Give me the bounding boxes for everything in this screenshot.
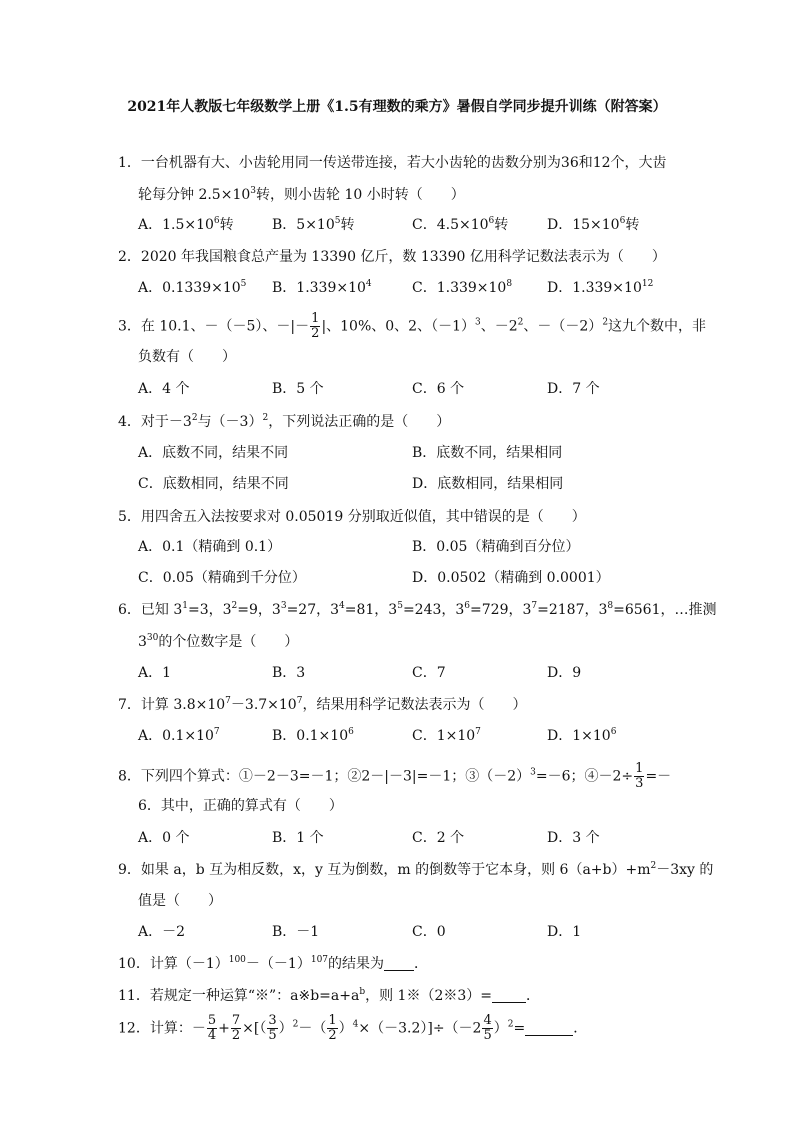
question-6-option-d: D．9: [547, 665, 582, 681]
question-7-line-1: 7．计算 $3.8\times 10^7-3.7\times 10^7$，结果用科学记数法表示为（ ）: [118, 696, 527, 713]
question-12: 12．计算：－ $\frac{5}{4}$ + $\frac{7}{2}$ ×[（ $\frac{3}{5}$ ）$^2$－（ $\frac{1}{2}$ ）$^4$×（－3.2）]÷（－2 $\frac{4}{5}$ ）$^2$= ．: [118, 1013, 588, 1043]
fraction-one-third: $\frac{1}{3}$: [635, 761, 644, 791]
question-2-option-a: A．$0.1339\times 10^5$: [138, 279, 247, 296]
question-6-option-b: B．3: [272, 665, 306, 681]
fraction-4-5: $\frac{4}{5}$: [483, 1013, 492, 1043]
question-5-option-a: A．0.1（精确到 0.1）: [138, 539, 282, 555]
question-10: 10．计算$(-1)^{100}-(-1)^{107}$的结果为 ．: [118, 955, 429, 972]
question-7-option-d: D．$1\times 10^6$: [547, 727, 617, 744]
question-8-option-b: B．1 个: [272, 830, 324, 846]
question-7-option-c: C．$1\times 10^7$: [412, 727, 481, 744]
question-2-option-b: B．$1.339\times 10^4$: [272, 279, 372, 296]
fraction-7-2: $\frac{7}{2}$: [231, 1013, 241, 1043]
question-9-option-d: D．1: [547, 924, 582, 940]
question-5-option-b: B．0.05（精确到百分位）: [412, 539, 580, 555]
fraction-one-half: $\frac{1}{2}$: [311, 311, 320, 341]
question-1-line-2: 轮每分钟 $2.5\times 10^3$转，则小齿轮 10 小时转（ ）: [138, 186, 465, 203]
answer-blank-10[interactable]: [384, 956, 414, 971]
question-8-line-2: 6．其中，正确的算式有（ ）: [138, 798, 343, 814]
question-7-option-a: A．$0.1\times 10^7$: [138, 727, 220, 744]
question-3-option-d: D．7 个: [547, 381, 600, 397]
question-4-option-d: D．底数相同，结果相同: [412, 476, 564, 492]
question-4-option-a: A．底数不同，结果不同: [138, 445, 289, 461]
question-2-option-c: C．$1.339\times 10^8$: [412, 279, 513, 296]
question-5-option-c: C．0.05（精确到千分位）: [138, 570, 306, 586]
question-2-line-1: 2．2020 年我国粮食总产量为 13390 亿斤，数 13390 亿用科学记数法表示为（ ）: [118, 249, 666, 265]
question-11: 11．若规定一种运算“※”：$a※b=a+a^b$，则 1※（2※3）= ．: [118, 987, 540, 1004]
question-9-option-a: A．－2: [138, 924, 186, 940]
question-1-option-d: D．$15\times 10^6$转: [547, 216, 640, 233]
question-9-line-1: 9．如果 a，b 互为相反数，x，y 互为倒数，m 的倒数等于它本身，则 $6(a+b)+m^2-3xy$ 的: [118, 861, 714, 878]
fraction-5-4: $\frac{5}{4}$: [207, 1013, 217, 1043]
question-4-option-c: C．底数相同，结果不同: [138, 476, 289, 492]
question-5-option-d: D．0.0502（精确到 0.0001）: [412, 570, 610, 586]
question-1-option-a: A．$1.5\times 10^6$转: [138, 216, 234, 233]
question-9-option-b: B．－1: [272, 924, 320, 940]
page-title: 2021年人教版七年级数学上册《1.5有理数的乘方》暑假自学同步提升训练（附答案）: [127, 99, 667, 115]
question-2-option-d: D．$1.339\times 10^{12}$: [547, 279, 654, 296]
question-1-option-c: C．$4.5\times 10^6$转: [412, 216, 509, 233]
question-7-option-b: B．$0.1\times 10^6$: [272, 727, 354, 744]
question-8-line-1: 8．下列四个算式：①－2－3=－1；②2－|－3|=－1；$③(-2)^3=-6$；④－2÷ $\frac{1}{3}$ =－: [118, 761, 672, 791]
question-3-option-b: B．5 个: [272, 381, 324, 397]
question-1-line-1: 1．一台机器有大、小齿轮用同一传送带连接，若大小齿轮的齿数分别为36和12个，大齿: [118, 155, 667, 171]
question-8-option-c: C．2 个: [412, 830, 465, 846]
question-6-line-2: $3^{30}$的个位数字是（ ）: [138, 633, 299, 650]
question-1-option-b: B．$5\times 10^5$转: [272, 216, 355, 233]
question-6-option-a: A．1: [138, 665, 172, 681]
question-5-line-1: 5．用四舍五入法按要求对 0.05019 分别取近似值，其中错误的是（ ）: [118, 509, 586, 525]
question-8-option-a: A．0 个: [138, 830, 190, 846]
question-3-line-1: 3．在 10.1、－（－5）、－|－ $\frac{1}{2}$ |、10%、0、2、$(-1)^3$、$-2^2$、$-(-2)^2$这九个数中，非: [118, 311, 707, 341]
answer-blank-11[interactable]: [492, 988, 526, 1003]
question-3-option-a: A．4 个: [138, 381, 190, 397]
question-6-option-c: C．7: [412, 665, 446, 681]
question-3-option-c: C．6 个: [412, 381, 465, 397]
question-4-option-b: B．底数不同，结果相同: [412, 445, 563, 461]
question-9-option-c: C．0: [412, 924, 446, 940]
question-6-line-1: 6．已知 $3^1=3$，$3^2=9$，$3^3=27$，$3^4=81$，$3^5=243$，$3^6=729$，$3^7=2187$，$3^8=6561$，…推测: [118, 601, 717, 618]
fraction-1-2: $\frac{1}{2}$: [328, 1013, 337, 1043]
question-3-line-2: 负数有（ ）: [138, 349, 236, 365]
question-9-line-2: 值是（ ）: [138, 893, 222, 909]
question-4-line-1: 4．对于$-3^2$与$(-3)^2$，下列说法正确的是（ ）: [118, 413, 451, 430]
answer-blank-12[interactable]: [525, 1021, 573, 1036]
question-8-option-d: D．3 个: [547, 830, 600, 846]
fraction-3-5: $\frac{3}{5}$: [268, 1013, 277, 1043]
